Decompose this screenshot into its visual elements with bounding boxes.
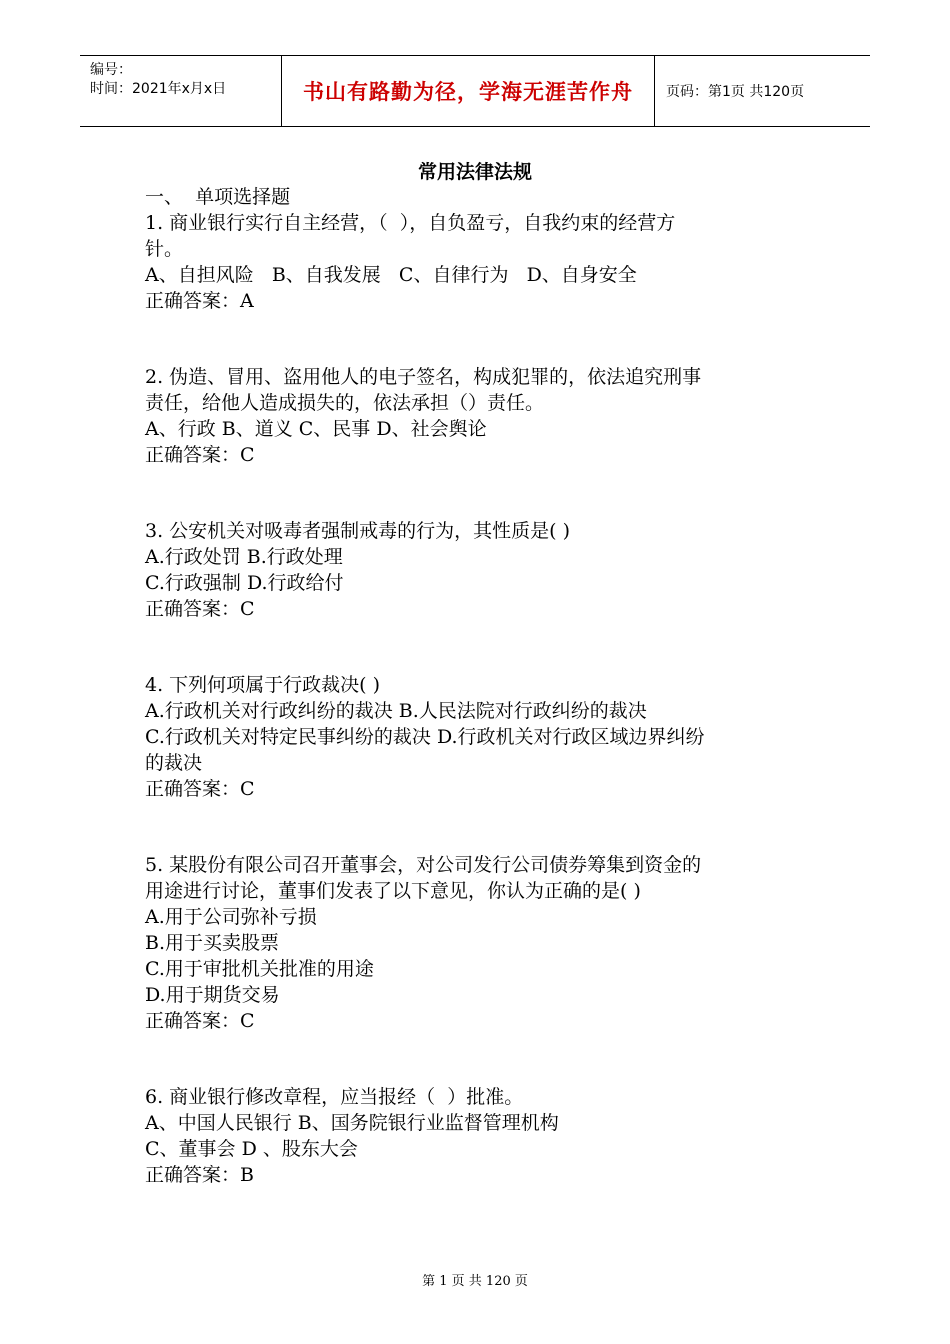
question-options: A.行政处罚 B.行政处理 xyxy=(145,546,343,568)
document-date: 时间：2021年x月x日 xyxy=(90,81,227,97)
question-options: A.行政机关对行政纠纷的裁决 B.人民法院对行政纠纷的裁决 xyxy=(145,700,647,722)
answer-line: 正确答案：C xyxy=(145,778,255,800)
header-page-info: 页码：第1页 共120页 xyxy=(666,84,805,100)
question-block xyxy=(145,518,810,622)
question-stem: 针。 xyxy=(145,238,184,260)
question-spacer xyxy=(145,314,810,364)
document-number-label: 编号： xyxy=(90,62,132,78)
section-heading: 一、 单项选择题 xyxy=(145,186,291,208)
document-title: 常用法律法规 xyxy=(417,161,532,183)
question-stem: 用途进行讨论，董事们发表了以下意见，你认为正确的是( ) xyxy=(145,880,641,902)
page-header xyxy=(80,55,870,127)
question-options: 的裁决 xyxy=(145,752,203,774)
answer-line: 正确答案：C xyxy=(145,1010,255,1032)
question-block xyxy=(145,852,810,1034)
question-stem: 2. 伪造、冒用、盗用他人的电子签名，构成犯罪的，依法追究刑事 xyxy=(145,366,702,388)
question-options: C、董事会 D 、股东大会 xyxy=(145,1138,358,1160)
document-body xyxy=(145,184,810,1188)
question-stem: 6. 商业银行修改章程，应当报经（ ）批准。 xyxy=(145,1086,524,1108)
header-divider xyxy=(654,56,655,126)
question-stem: 5. 某股份有限公司召开董事会，对公司发行公司债券筹集到资金的 xyxy=(145,854,702,876)
question-spacer xyxy=(145,622,810,672)
question-stem: 1. 商业银行实行自主经营，（ ），自负盈亏，自我约束的经营方 xyxy=(145,212,676,234)
question-options: A、自担风险 B、自我发展 C、自律行为 D、自身安全 xyxy=(145,264,637,286)
question-options: B.用于买卖股票 xyxy=(145,932,280,954)
question-spacer xyxy=(145,468,810,518)
question-spacer xyxy=(145,802,810,852)
answer-line: 正确答案：B xyxy=(145,1164,254,1186)
question-stem: 责任，给他人造成损失的，依法承担（）责任。 xyxy=(145,392,545,414)
question-spacer xyxy=(145,1034,810,1084)
header-meta xyxy=(90,61,226,99)
question-stem: 3. 公安机关对吸毒者强制戒毒的行为，其性质是( ) xyxy=(145,520,571,542)
question-options: D.用于期货交易 xyxy=(145,984,280,1006)
header-motto: 书山有路勤为径，学海无涯苦作舟 xyxy=(303,80,633,104)
page-footer: 第 1 页 共 120 页 xyxy=(422,1274,528,1289)
question-options: C.行政机关对特定民事纠纷的裁决 D.行政机关对行政区域边界纠纷 xyxy=(145,726,705,748)
question-block xyxy=(145,210,810,314)
question-block xyxy=(145,672,810,802)
question-options: C.行政强制 D.行政给付 xyxy=(145,572,344,594)
answer-line: 正确答案：C xyxy=(145,598,255,620)
answer-line: 正确答案：A xyxy=(145,290,254,312)
question-options: A、中国人民银行 B、国务院银行业监督管理机构 xyxy=(145,1112,559,1134)
question-stem: 4. 下列何项属于行政裁决( ) xyxy=(145,674,381,696)
question-options: A.用于公司弥补亏损 xyxy=(145,906,317,928)
question-block xyxy=(145,1084,810,1188)
question-block xyxy=(145,364,810,468)
question-options: C.用于审批机关批准的用途 xyxy=(145,958,374,980)
question-options: A、行政 B、道义 C、民事 D、社会舆论 xyxy=(145,418,487,440)
answer-line: 正确答案：C xyxy=(145,444,255,466)
